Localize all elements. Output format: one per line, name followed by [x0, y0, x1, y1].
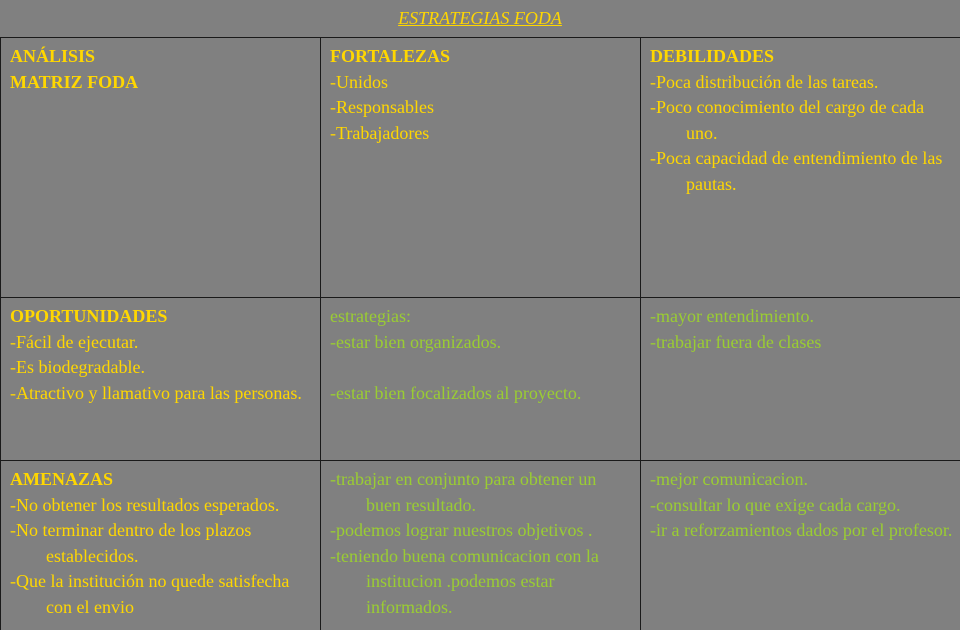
title-bar	[0, 0, 960, 38]
matriz-foda-title: MATRIZ FODA	[10, 71, 139, 92]
list-item: -No obtener los resultados esperados.	[10, 494, 280, 515]
foda-matrix	[0, 37, 960, 630]
matrix-row-amenazas	[1, 461, 960, 630]
matrix-row-header	[1, 38, 960, 298]
list-item: -Atractivo y llamativo para las personas.	[10, 382, 302, 403]
estrategias-da-list	[650, 467, 953, 544]
cell-estrategias-da	[641, 461, 960, 630]
estrategias-do-list	[650, 304, 953, 355]
cell-estrategias-fo	[321, 298, 641, 461]
oportunidades-list	[10, 330, 311, 407]
list-item: -estar bien organizados.	[330, 331, 502, 352]
cell-oportunidades	[1, 298, 321, 461]
list-spacer	[330, 355, 631, 381]
list-item: -mejor comunicacion.	[650, 469, 808, 489]
list-item: -podemos lograr nuestros objetivos .	[330, 520, 593, 541]
list-item: -teniendo buena comunicacion con la institucion .podemos estar informados.	[330, 545, 599, 617]
cell-amenazas	[1, 461, 321, 630]
list-item: -Responsables	[330, 97, 434, 118]
fortalezas-heading: FORTALEZAS	[330, 46, 451, 66]
list-item: -trabajar fuera de clases	[650, 331, 822, 352]
cell-fortalezas	[321, 38, 641, 298]
list-item: -Fácil de ejecutar.	[10, 331, 139, 352]
cell-estrategias-do	[641, 298, 960, 461]
list-item: -ir a reforzamientos dados por el profesor.	[650, 520, 953, 541]
list-item: -trabajar en conjunto para obtener un buen resultado.	[330, 469, 597, 515]
estrategias-fo-list	[330, 304, 631, 406]
list-item: -Trabajadores	[330, 122, 430, 143]
list-item: -Poca capacidad de entendimiento de las pautas.	[650, 148, 943, 194]
analisis-title: ANÁLISIS	[10, 46, 96, 66]
amenazas-list	[10, 493, 311, 621]
debilidades-list	[650, 70, 953, 198]
oportunidades-heading: OPORTUNIDADES	[10, 306, 168, 326]
list-item: -Poco conocimiento del cargo de cada uno.	[650, 97, 925, 143]
list-item: -mayor entendimiento.	[650, 306, 814, 326]
list-item: estrategias:	[330, 306, 411, 326]
list-item: -consultar lo que exige cada cargo.	[650, 494, 901, 515]
estrategias-fa-list	[330, 467, 631, 621]
amenazas-heading: AMENAZAS	[10, 469, 114, 489]
list-item: -No terminar dentro de los plazos establecidos.	[10, 520, 252, 566]
list-item: -Es biodegradable.	[10, 357, 145, 378]
page-title: ESTRATEGIAS FODA	[398, 8, 562, 28]
cell-analisis	[1, 38, 321, 298]
debilidades-heading: DEBILIDADES	[650, 46, 775, 66]
list-item: -Poca distribución de las tareas.	[650, 71, 879, 92]
list-item: -estar bien focalizados al proyecto.	[330, 382, 582, 403]
cell-estrategias-fa	[321, 461, 641, 630]
list-item: -Unidos	[330, 71, 388, 92]
cell-debilidades	[641, 38, 960, 298]
fortalezas-list	[330, 70, 631, 147]
matrix-row-oportunidades	[1, 298, 960, 461]
list-item: -Que la institución no quede satisfecha con el envio	[10, 571, 290, 617]
